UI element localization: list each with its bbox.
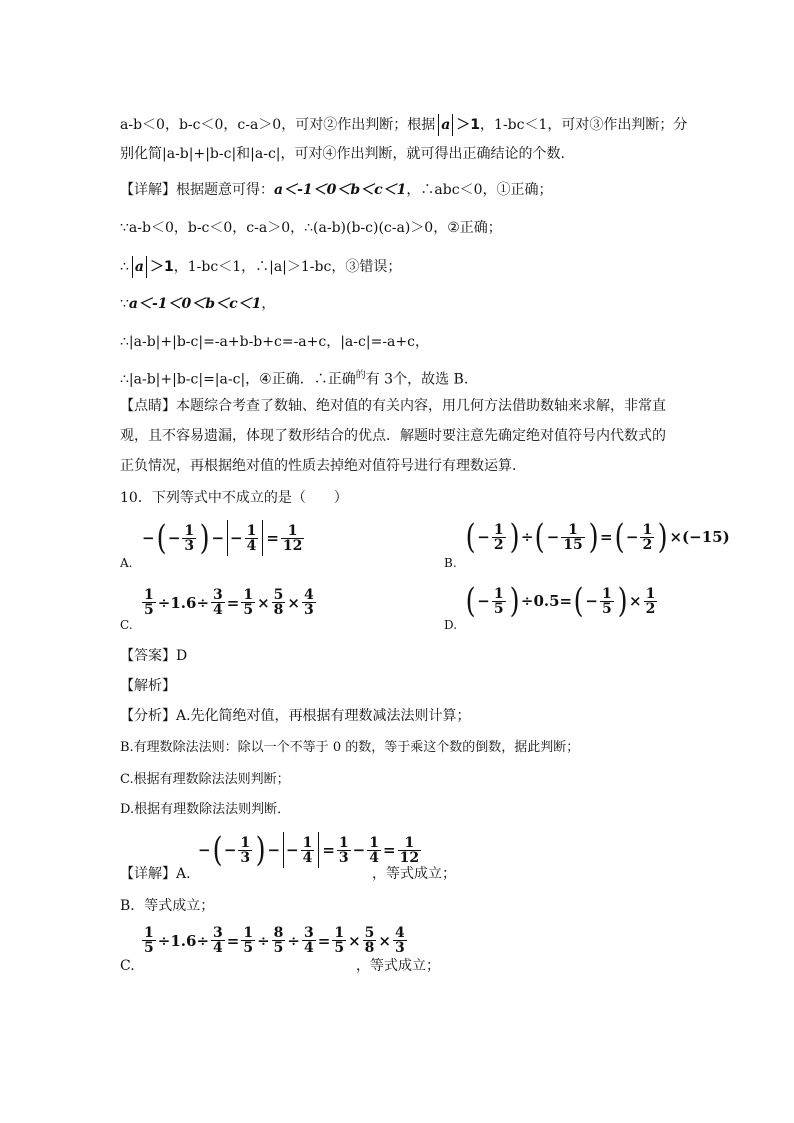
num: 1 bbox=[645, 585, 656, 602]
question-10-text: 10．下列等式中不成立的是（ ） bbox=[120, 490, 348, 506]
den: 8 bbox=[273, 602, 284, 618]
fraction bbox=[600, 587, 614, 616]
minus-sign: − bbox=[211, 529, 225, 547]
paren: ( bbox=[156, 518, 167, 558]
num: 1 bbox=[144, 925, 154, 941]
line2-text: 别化简|a-b|+|b-c|和|a-c|，可对④作出判断，就可得出正确结论的个数. bbox=[120, 146, 565, 162]
xiangjie-a-tail: ，等式成立； bbox=[372, 866, 456, 882]
equals-sign: = bbox=[322, 841, 335, 859]
decimal: 0.5 bbox=[533, 592, 560, 610]
divide-sign: ÷ bbox=[196, 931, 210, 950]
fraction bbox=[301, 836, 315, 865]
num: 1 bbox=[493, 521, 504, 538]
dianjing-line2: 观，且不容易遗漏，体现了数形结合的优点．解题时要注意先确定绝对值符号内代数式的 bbox=[120, 428, 666, 444]
times-sign: × bbox=[669, 528, 683, 546]
paren: ) bbox=[509, 581, 520, 621]
paren: ) bbox=[617, 581, 628, 621]
text-line-1 bbox=[120, 114, 687, 136]
text-line-6 bbox=[120, 294, 275, 314]
equals-sign: = bbox=[266, 529, 279, 547]
den: 5 bbox=[144, 940, 154, 956]
num: 4 bbox=[304, 587, 314, 603]
paren: ) bbox=[255, 830, 266, 870]
question-10 bbox=[120, 488, 348, 508]
text-line-5 bbox=[120, 256, 401, 278]
text-line-8 bbox=[120, 366, 468, 390]
num: 1 bbox=[240, 834, 251, 851]
num: 1 bbox=[338, 834, 349, 851]
fraction bbox=[640, 523, 654, 552]
fraction bbox=[367, 836, 381, 865]
line4-text: ∵a-b＜0，b-c＜0，c-a＞0，∴(a-b)(b-c)(c-a)＞0，②正确； bbox=[120, 220, 502, 236]
den: 5 bbox=[144, 602, 154, 618]
paren: ( bbox=[535, 517, 546, 557]
option-d-label: D. bbox=[444, 618, 458, 632]
xiangjie-c-expression bbox=[140, 926, 409, 955]
text-line-4 bbox=[120, 218, 502, 238]
fraction bbox=[393, 926, 407, 955]
text-line-11 bbox=[120, 456, 526, 476]
xiangjie-a-tail-line bbox=[372, 864, 456, 884]
fraction bbox=[238, 836, 252, 865]
fenxi-b-text: B.有理数除法法则：除以一个不等于 0 的数，等于乘这个数的倒数，据此判断； bbox=[120, 740, 580, 755]
fenxi-d-text: D.根据有理数除法法则判断． bbox=[120, 802, 291, 817]
equals-sign: = bbox=[559, 592, 573, 610]
option-c-expression bbox=[140, 588, 318, 617]
line7-text: ∴|a-b|+|b-c|=-a+b-b+c=-a+c，|a-c|=-a+c， bbox=[120, 334, 429, 350]
num: 1 bbox=[246, 522, 257, 539]
fraction bbox=[492, 587, 506, 616]
fraction bbox=[272, 588, 286, 617]
divide-sign: ÷ bbox=[196, 593, 210, 612]
times-sign: × bbox=[257, 593, 270, 612]
divide-sign: ÷ bbox=[157, 593, 171, 612]
abs-value bbox=[283, 832, 319, 868]
paren: ( bbox=[212, 830, 223, 870]
minus-sign: − bbox=[585, 592, 598, 610]
paren: ( bbox=[465, 517, 476, 557]
dianjing-line1: 【点睛】本题综合考查了数轴、绝对值的有关内容，用几何方法借助数轴来求解，非常直 bbox=[120, 398, 666, 414]
line5-tail: ，1-bc＜1，∴|a|＞1-bc，③错误； bbox=[173, 259, 402, 275]
option-a-expression bbox=[142, 520, 306, 556]
paren: ( bbox=[465, 581, 476, 621]
num: 8 bbox=[273, 925, 284, 941]
therefore-symbol: ∴ bbox=[120, 259, 129, 275]
equals-sign: = bbox=[317, 931, 331, 950]
paren: ) bbox=[199, 518, 210, 558]
num: 1 bbox=[302, 834, 313, 851]
den: 4 bbox=[369, 849, 379, 866]
xiangjie-a bbox=[120, 864, 191, 884]
den: 5 bbox=[334, 940, 345, 956]
option-c-label: C. bbox=[120, 618, 133, 632]
num: 1 bbox=[243, 925, 254, 941]
divide-sign: ÷ bbox=[157, 931, 171, 950]
num: 3 bbox=[213, 925, 223, 941]
num: 5 bbox=[364, 925, 375, 941]
answer-text: 【答案】D bbox=[120, 648, 188, 664]
fenxi-a bbox=[120, 706, 471, 726]
times-sign: × bbox=[378, 931, 391, 950]
fraction bbox=[211, 588, 225, 617]
fraction bbox=[398, 836, 421, 865]
fenxi-a-text: 【分析】A.先化简绝对值，再根据有理数减法法则计算； bbox=[120, 708, 471, 724]
fraction bbox=[272, 926, 286, 955]
divide-sign: ÷ bbox=[520, 528, 534, 546]
num: 3 bbox=[213, 587, 223, 603]
minus-sign: − bbox=[223, 841, 237, 859]
minus-sign: − bbox=[198, 841, 211, 859]
den: 3 bbox=[240, 849, 251, 866]
minus-sign: − bbox=[546, 528, 560, 546]
line6-tail: ， bbox=[261, 296, 276, 312]
paren: ) bbox=[657, 517, 668, 557]
decimal: 1.6 bbox=[170, 593, 197, 612]
den: 2 bbox=[645, 600, 656, 617]
fraction bbox=[332, 926, 346, 955]
fraction bbox=[363, 926, 377, 955]
xiangjie-c-tail-line bbox=[356, 956, 440, 976]
fenxi-d bbox=[120, 800, 290, 820]
line1-tail: ，1-bc＜1，可对③作出判断；分 bbox=[480, 117, 688, 133]
fraction bbox=[302, 588, 316, 617]
den: 5 bbox=[243, 602, 254, 618]
answer-line bbox=[120, 646, 187, 666]
den: 12 bbox=[282, 537, 303, 554]
minus-sign: − bbox=[286, 841, 299, 859]
den: 4 bbox=[213, 940, 223, 956]
inequality-chain: a＜-1＜0＜b＜c＜1 bbox=[274, 182, 407, 198]
num: 1 bbox=[334, 925, 345, 941]
paren: ) bbox=[509, 517, 520, 557]
option-d-expression bbox=[464, 581, 659, 621]
num: 3 bbox=[304, 925, 314, 941]
den: 8 bbox=[364, 940, 375, 956]
abs-a-var-2: a bbox=[134, 259, 144, 275]
line8-tail: 有 3个，故选 B. bbox=[365, 371, 469, 388]
minus-sign: − bbox=[352, 841, 366, 859]
den: 3 bbox=[304, 602, 314, 618]
line3-tail: ，∴abc＜0，①正确； bbox=[406, 182, 553, 198]
abs-a-var: a bbox=[441, 117, 451, 133]
abs-a-2 bbox=[132, 256, 147, 278]
abs-a bbox=[438, 114, 453, 136]
fenxi-b bbox=[120, 738, 579, 758]
num: 1 bbox=[601, 585, 612, 602]
den: 12 bbox=[399, 849, 420, 866]
paren: ( bbox=[573, 581, 584, 621]
den: 4 bbox=[213, 602, 223, 618]
minus-sign: − bbox=[267, 841, 281, 859]
num: 1 bbox=[404, 834, 415, 851]
equals-sign: = bbox=[226, 931, 240, 950]
fraction bbox=[492, 523, 506, 552]
text-line-7 bbox=[120, 332, 429, 352]
times-sign: × bbox=[348, 931, 361, 950]
text-line-2 bbox=[120, 144, 565, 164]
neg-fifteen: (−15) bbox=[682, 528, 730, 546]
xiangjie-a-expression bbox=[198, 832, 423, 868]
times-sign: × bbox=[628, 592, 642, 610]
minus-sign: − bbox=[625, 528, 639, 546]
num: 1 bbox=[287, 522, 298, 539]
num: 5 bbox=[273, 587, 284, 603]
minus-sign: − bbox=[167, 529, 181, 547]
times-sign: × bbox=[287, 593, 300, 612]
text-line-3 bbox=[120, 180, 552, 200]
inequality-chain-2: a＜-1＜0＜b＜c＜1 bbox=[128, 296, 262, 312]
fraction bbox=[142, 926, 156, 955]
option-a-label: A. bbox=[120, 556, 133, 570]
fraction bbox=[241, 588, 255, 617]
num: 4 bbox=[394, 925, 405, 941]
equals-sign: = bbox=[600, 528, 613, 546]
num: 1 bbox=[243, 587, 254, 603]
num: 1 bbox=[493, 585, 504, 602]
fraction bbox=[245, 524, 259, 553]
fraction bbox=[211, 926, 225, 955]
fenxi-c bbox=[120, 770, 290, 790]
fraction bbox=[281, 524, 304, 553]
xiangjie-c-head: C. bbox=[120, 958, 135, 974]
equals-sign: = bbox=[383, 841, 396, 859]
divide-sign: ÷ bbox=[520, 592, 534, 610]
fraction bbox=[142, 588, 156, 617]
decimal: 1.6 bbox=[170, 931, 197, 950]
abs-value bbox=[227, 520, 263, 556]
den: 2 bbox=[493, 536, 504, 553]
den: 4 bbox=[246, 537, 257, 554]
fraction bbox=[337, 836, 351, 865]
xiangjie-b-text: B．等式成立； bbox=[120, 898, 215, 914]
xiangjie-a-head: 【详解】A. bbox=[120, 866, 191, 882]
option-b-label: B. bbox=[444, 556, 457, 570]
equals-sign: = bbox=[226, 593, 240, 612]
den: 3 bbox=[184, 537, 195, 554]
line1-text: a-b＜0，b-c＜0，c-a＞0，可对②作出判断；根据 bbox=[120, 117, 436, 133]
den: 5 bbox=[273, 940, 284, 956]
line8-head: ∴|a-b|+|b-c|=|a-c|，④正确．∴正确 bbox=[120, 371, 356, 388]
den: 3 bbox=[338, 849, 349, 866]
num: 1 bbox=[144, 587, 154, 603]
num: 1 bbox=[184, 522, 195, 539]
fenxi-c-text: C.根据有理数除法法则判断； bbox=[120, 772, 290, 787]
divide-sign: ÷ bbox=[257, 931, 270, 950]
minus-sign: − bbox=[477, 528, 490, 546]
den: 15 bbox=[563, 536, 583, 553]
xiangjie-b bbox=[120, 896, 214, 916]
paren: ) bbox=[588, 517, 599, 557]
paren: ( bbox=[614, 517, 625, 557]
xiangjie-c bbox=[120, 956, 135, 976]
fraction bbox=[241, 926, 255, 955]
analysis-text: 【解析】 bbox=[120, 678, 176, 694]
dianjing-line3: 正负情况，再根据绝对值的性质去掉绝对值符号进行有理数运算． bbox=[120, 458, 526, 474]
analysis-line bbox=[120, 676, 176, 696]
fraction bbox=[302, 926, 316, 955]
line8-sup: 的 bbox=[355, 370, 366, 381]
fraction bbox=[182, 524, 196, 553]
xiangjie-head: 【详解】根据题意可得： bbox=[120, 182, 274, 198]
text-line-9 bbox=[120, 396, 666, 416]
gt-one-2: ＞1 bbox=[150, 259, 174, 275]
minus-sign: − bbox=[230, 529, 243, 547]
num: 1 bbox=[568, 521, 578, 538]
option-b-expression bbox=[464, 517, 730, 557]
fraction bbox=[561, 523, 584, 552]
num: 1 bbox=[642, 521, 653, 538]
den: 2 bbox=[642, 536, 653, 553]
gt-one: ＞1 bbox=[456, 117, 481, 133]
xiangjie-c-tail: ，等式成立； bbox=[356, 958, 440, 974]
den: 4 bbox=[302, 849, 313, 866]
divide-sign: ÷ bbox=[287, 931, 300, 950]
minus-sign: − bbox=[142, 529, 155, 547]
text-line-10 bbox=[120, 426, 666, 446]
den: 5 bbox=[243, 940, 254, 956]
den: 3 bbox=[394, 940, 405, 956]
den: 4 bbox=[304, 940, 314, 956]
den: 5 bbox=[493, 600, 504, 617]
num: 1 bbox=[369, 834, 379, 851]
because-symbol: ∵ bbox=[120, 296, 129, 312]
den: 5 bbox=[601, 600, 612, 617]
fraction bbox=[644, 587, 658, 616]
minus-sign: − bbox=[477, 592, 490, 610]
